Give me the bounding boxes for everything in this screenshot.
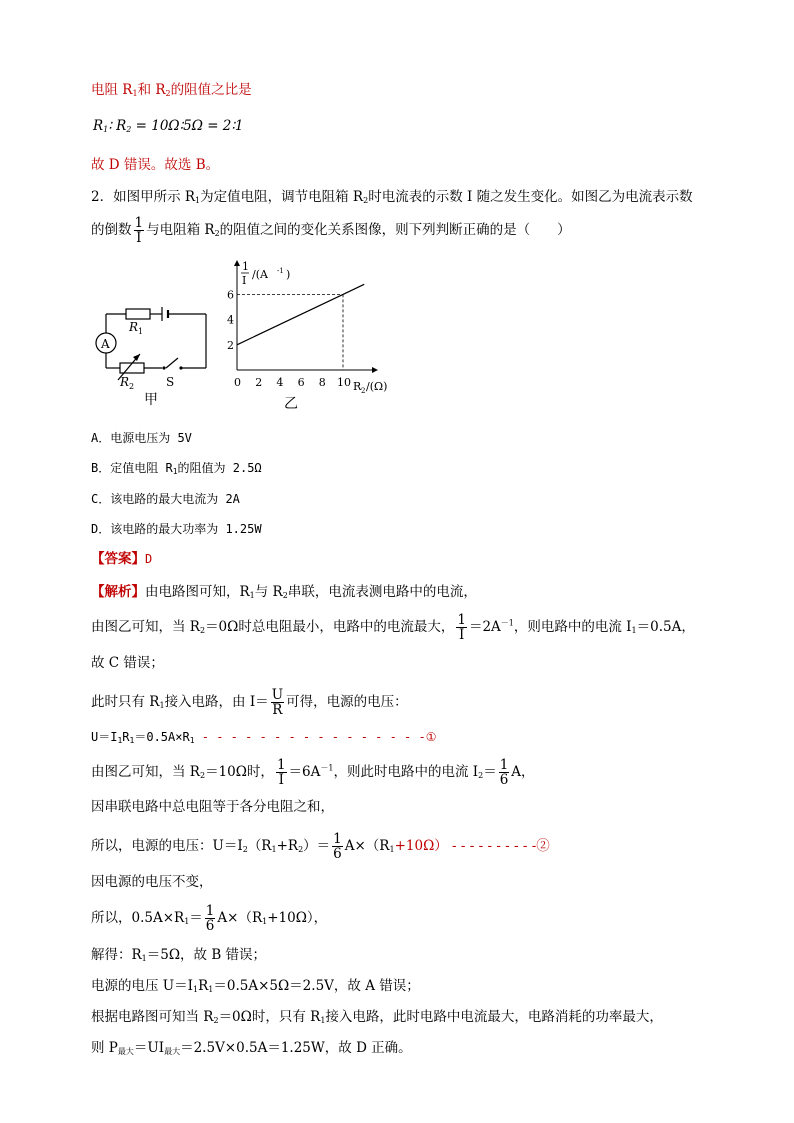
data-line bbox=[237, 284, 364, 344]
sub: 1 bbox=[129, 736, 135, 745]
text: = 10Ω∶5Ω = 2∶1 bbox=[131, 118, 244, 134]
sub: 2 bbox=[363, 196, 369, 205]
y-label-num: 1 bbox=[242, 260, 249, 273]
sub: 2 bbox=[282, 591, 288, 600]
sup: －1 bbox=[320, 763, 334, 773]
frac-num: 1 bbox=[457, 612, 466, 628]
sub: 1 bbox=[117, 736, 123, 745]
text: R bbox=[198, 978, 209, 994]
answer-tag: 【答案】 bbox=[91, 551, 145, 567]
text: ＝0.5A×R bbox=[134, 730, 190, 744]
sub: 最大 bbox=[164, 1047, 181, 1056]
text: 所以，电源的电压：U＝I bbox=[91, 838, 243, 854]
text: U＝I bbox=[91, 730, 118, 744]
text: 的倒数 bbox=[91, 222, 132, 238]
text: 所以，0.5A×R bbox=[91, 910, 185, 926]
text: ，则电路中的电流 I bbox=[513, 619, 632, 635]
sub: 2 bbox=[165, 89, 171, 98]
y-tick-label: 4 bbox=[227, 313, 234, 327]
text: ＝0Ω时总电阻最小，电路中的电流最大， bbox=[205, 619, 455, 635]
text: ＝0.5A， bbox=[636, 619, 695, 635]
sub: 2 bbox=[242, 845, 248, 854]
text: 电阻 R bbox=[91, 82, 133, 98]
y-label-sup: -1 bbox=[277, 267, 284, 275]
switch-label: S bbox=[166, 375, 175, 389]
y-label-unit: /(A bbox=[252, 268, 268, 281]
text: R bbox=[122, 730, 130, 744]
analysis-line-10 bbox=[91, 904, 327, 933]
text: 串联，电流表测电路中的电流， bbox=[287, 584, 477, 600]
frac-den: 6 bbox=[205, 918, 215, 934]
text: 2．如图甲所示 R bbox=[91, 189, 196, 205]
text-conclusion: 故 D 错误。故选 B。 bbox=[91, 157, 220, 173]
text: 接入电路，此时电路中电流最大，电路消耗的功率最大， bbox=[325, 1009, 663, 1025]
sub: 1 bbox=[195, 196, 201, 205]
text: +10Ω）， bbox=[267, 910, 328, 926]
sub: 2 bbox=[298, 845, 304, 854]
sub: 1 bbox=[189, 736, 195, 745]
analysis-line-2 bbox=[91, 613, 695, 642]
text: ＝2.5V×0.5A＝1.25W，故 D 正确。 bbox=[180, 1040, 412, 1056]
option-a: A．电源电压为 5V bbox=[91, 431, 192, 445]
frac-num: U bbox=[271, 687, 284, 703]
ammeter-label: A bbox=[101, 337, 110, 351]
fraction bbox=[271, 688, 284, 717]
text: ＝10Ω时， bbox=[205, 764, 274, 780]
sub: 2 bbox=[126, 125, 132, 134]
fraction bbox=[134, 216, 145, 245]
x-label-sub: 2 bbox=[361, 387, 366, 395]
text: ＝0Ω时，只有 R bbox=[218, 1009, 321, 1025]
frac-num: 1 bbox=[134, 215, 144, 231]
text: ＝2A bbox=[468, 619, 501, 635]
frac-den: 6 bbox=[499, 772, 509, 788]
circuit-diagram bbox=[88, 298, 213, 408]
sub: 1 bbox=[141, 954, 147, 963]
sub: 1 bbox=[208, 985, 214, 994]
sub: 1 bbox=[320, 1016, 326, 1025]
y-axis-arrow bbox=[234, 260, 240, 266]
text: （R bbox=[247, 838, 272, 854]
text: 由电路图可知，R bbox=[145, 584, 250, 600]
sub: 1 bbox=[172, 467, 178, 476]
frac-den: I bbox=[136, 230, 142, 246]
r2-sub: 2 bbox=[129, 382, 135, 391]
text: A， bbox=[511, 764, 535, 780]
analysis-line-9: 因电源的电压不变， bbox=[91, 874, 213, 890]
text: ＝ bbox=[189, 910, 203, 926]
answer-value: D bbox=[145, 552, 153, 566]
text: ，则此时电路中的电流 I bbox=[333, 764, 479, 780]
sub: 1 bbox=[271, 845, 277, 854]
x-label: R bbox=[353, 380, 362, 393]
switch-blade bbox=[166, 358, 178, 368]
sub: 1 bbox=[262, 917, 268, 926]
analysis-line-1 bbox=[91, 582, 477, 606]
analysis-line-8 bbox=[91, 832, 550, 861]
text: A×（R bbox=[344, 838, 390, 854]
sub: 1 bbox=[193, 985, 199, 994]
sub: 1 bbox=[249, 591, 255, 600]
analysis-line-13 bbox=[91, 1007, 663, 1031]
text: 与 R bbox=[254, 584, 283, 600]
x-tick-label: 2 bbox=[255, 376, 263, 389]
analysis-line-4 bbox=[91, 688, 408, 717]
y-label-den: I bbox=[242, 274, 247, 287]
switch-contact bbox=[179, 366, 182, 369]
fraction bbox=[276, 758, 287, 787]
frac-num: 1 bbox=[333, 831, 342, 847]
r1-label: R bbox=[129, 320, 139, 334]
text: 和 R bbox=[137, 82, 166, 98]
switch-contact bbox=[162, 366, 165, 369]
answer-line bbox=[91, 549, 152, 569]
frac-num: 1 bbox=[499, 757, 509, 773]
text: 由图乙可知，当 R bbox=[91, 619, 200, 635]
text: 的阻值为 2.5Ω bbox=[177, 461, 262, 475]
sub: 2 bbox=[214, 229, 220, 238]
text-line-ratio-intro bbox=[91, 80, 252, 104]
frac-den: I bbox=[458, 627, 465, 643]
text: 电源的电压 U＝I bbox=[91, 978, 194, 994]
analysis-line-11 bbox=[91, 945, 266, 969]
text: 的阻值之比是 bbox=[170, 82, 252, 98]
fraction bbox=[499, 758, 510, 787]
text: ＝UI bbox=[133, 1040, 165, 1056]
frac-den: 6 bbox=[333, 846, 342, 862]
text: 根据电路图可知当 R bbox=[91, 1009, 214, 1025]
text: 时电流表的示数 I 随之发生变化。如图乙为电流表示数 bbox=[368, 189, 693, 205]
frac-num: 1 bbox=[205, 903, 215, 919]
analysis-line-14 bbox=[91, 1038, 412, 1062]
fraction bbox=[332, 832, 343, 861]
arrow-head bbox=[133, 354, 140, 361]
text: 此时只有 R bbox=[91, 694, 160, 710]
sub: 2 bbox=[199, 771, 206, 780]
fraction bbox=[205, 904, 216, 933]
sub: 2 bbox=[199, 626, 206, 635]
x-axis-arrow bbox=[372, 367, 378, 373]
marker-2: +10Ω） - - - - - - - - - -② bbox=[394, 838, 550, 854]
text: 解得：R bbox=[91, 947, 142, 963]
y-tick-label: 2 bbox=[227, 338, 234, 352]
r2-label: R bbox=[120, 375, 130, 389]
question-line-2 bbox=[91, 216, 571, 245]
frac-den: R bbox=[272, 702, 283, 718]
question-line-1 bbox=[91, 187, 693, 211]
x-label-unit: /(Ω) bbox=[366, 380, 388, 393]
text: 接入电路，由 I＝ bbox=[164, 694, 269, 710]
chart-caption: 乙 bbox=[284, 396, 298, 412]
x-tick-label: 8 bbox=[318, 376, 326, 389]
analysis-line-7: 因串联电路中总电阻等于各分电阻之和， bbox=[91, 799, 334, 815]
resistor-r2 bbox=[120, 363, 144, 373]
x-tick-label: 4 bbox=[276, 376, 284, 389]
diagram-caption: 甲 bbox=[144, 392, 158, 408]
text: R bbox=[93, 118, 104, 134]
text: 的阻值之间的变化关系图像，则下列判断正确的是（ ） bbox=[219, 222, 571, 238]
frac-num: 1 bbox=[276, 757, 286, 773]
analysis-line-3: 故 C 错误； bbox=[91, 655, 164, 671]
sub: 1 bbox=[103, 125, 109, 134]
text: B．定值电阻 R bbox=[91, 461, 173, 475]
text: ∶ R bbox=[108, 118, 127, 134]
x-tick-label: 0 bbox=[234, 376, 241, 389]
text: ＝5Ω，故 B 错误； bbox=[146, 947, 267, 963]
text: 则 P bbox=[91, 1040, 118, 1056]
text: ＝ bbox=[483, 764, 497, 780]
formula-ratio bbox=[93, 116, 244, 140]
option-d: D．该电路的最大功率为 1.25W bbox=[91, 522, 262, 536]
x-tick-label: 10 bbox=[337, 376, 351, 389]
text: +R bbox=[276, 838, 299, 854]
analysis-line-12 bbox=[91, 976, 420, 1000]
sub: 1 bbox=[159, 701, 165, 710]
sub: 2 bbox=[213, 1016, 219, 1025]
text: 由图乙可知，当 R bbox=[91, 764, 200, 780]
text: 可得，电源的电压： bbox=[286, 694, 408, 710]
sub: 1 bbox=[184, 917, 190, 926]
text: 为定值电阻，调节电阻箱 R bbox=[200, 189, 364, 205]
fraction bbox=[456, 613, 467, 642]
analysis-tag: 【解析】 bbox=[91, 584, 145, 600]
resistor-r1 bbox=[126, 309, 150, 319]
y-tick-label: 6 bbox=[227, 288, 234, 302]
sub: 2 bbox=[478, 771, 484, 780]
sub: 1 bbox=[389, 845, 395, 854]
analysis-line-6 bbox=[91, 758, 535, 787]
text: A×（R bbox=[217, 910, 263, 926]
text: ＝0.5A×5Ω＝2.5V，故 A 错误； bbox=[213, 978, 420, 994]
marker-1: - - - - - - - - - - - - - - - -① bbox=[194, 730, 437, 744]
text: ＝6A bbox=[288, 764, 321, 780]
y-label-close: ) bbox=[286, 268, 291, 281]
text: ）＝ bbox=[303, 838, 331, 854]
sup: －1 bbox=[500, 618, 514, 628]
r1-sub: 1 bbox=[138, 327, 144, 336]
sub: 1 bbox=[132, 89, 138, 98]
sub: 1 bbox=[631, 626, 637, 635]
sub: 最大 bbox=[117, 1047, 134, 1056]
text: 与电阻箱 R bbox=[146, 222, 215, 238]
option-b bbox=[91, 458, 262, 482]
option-c: C．该电路的最大电流为 2A bbox=[91, 492, 240, 506]
frac-den: I bbox=[278, 772, 284, 788]
chart-graph bbox=[222, 256, 417, 414]
analysis-line-5 bbox=[91, 727, 436, 751]
x-tick-label: 6 bbox=[297, 376, 305, 389]
